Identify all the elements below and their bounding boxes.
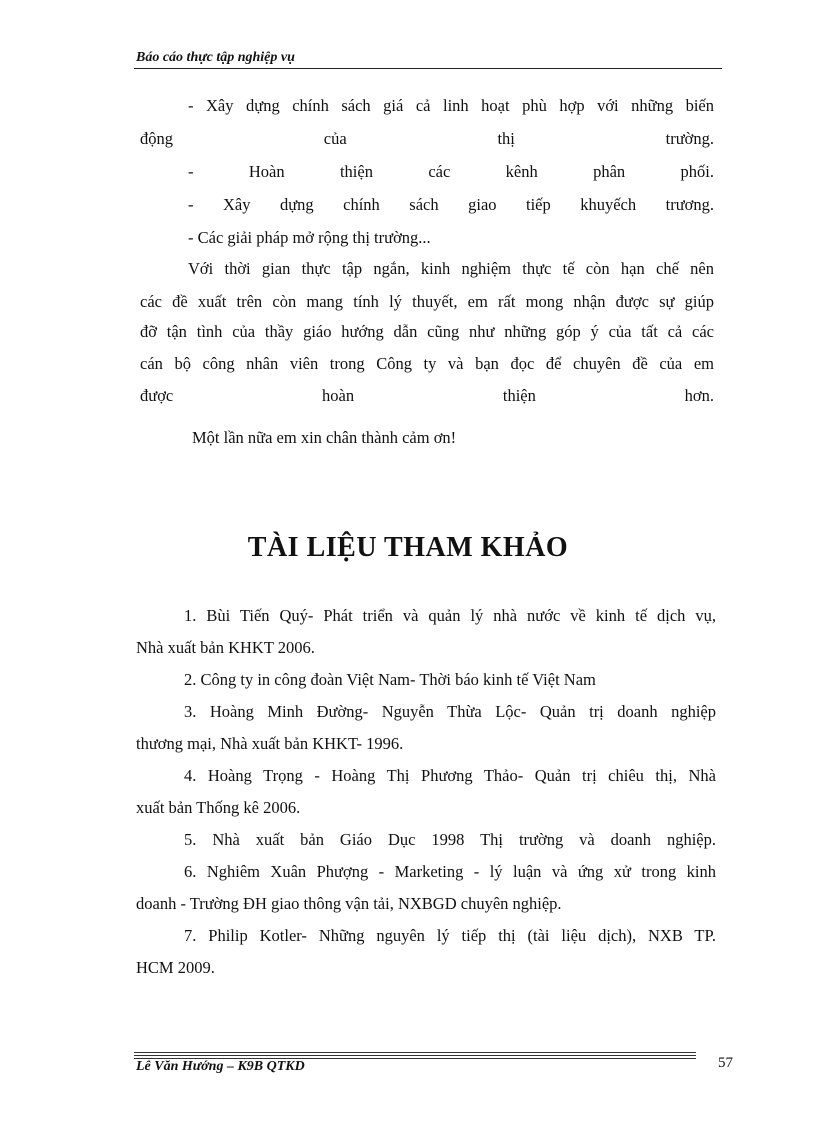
reference-item xyxy=(136,600,716,664)
reference-item xyxy=(136,856,716,920)
body-line: cán bộ công nhân viên trong Công ty và bạn đọc để chuyên đề của em xyxy=(140,354,714,373)
body-line: Với thời gian thực tập ngắn, kinh nghiệm thực tế còn hạn chế nên xyxy=(188,259,714,278)
reference-item xyxy=(136,920,716,984)
reference-line: doanh - Trường ĐH giao thông vận tải, NXBGD chuyên nghiệp. xyxy=(136,894,562,913)
body-line: - Hoàn thiện các kênh phân phối. xyxy=(188,162,714,181)
reference-line: 1. Bùi Tiến Quý- Phát triển và quản lý nhà nước về kinh tế dịch vụ, xyxy=(184,606,716,625)
reference-line: 5. Nhà xuất bản Giáo Dục 1998 Thị trường và doanh nghiệp. xyxy=(184,830,716,849)
body-line: được hoàn thiện hơn. xyxy=(140,386,714,405)
reference-line: 6. Nghiêm Xuân Phượng - Marketing - lý luận và ứng xử trong kinh xyxy=(184,862,716,881)
reference-line: 4. Hoàng Trọng - Hoàng Thị Phương Thảo- Quản trị chiêu thị, Nhà xyxy=(184,766,716,785)
header-rule xyxy=(134,68,722,69)
reference-item xyxy=(136,824,716,856)
reference-line: thương mại, Nhà xuất bản KHKT- 1996. xyxy=(136,734,404,753)
reference-item xyxy=(136,664,716,696)
reference-item xyxy=(136,696,716,760)
reference-line: xuất bản Thống kê 2006. xyxy=(136,798,301,817)
body-line: các đề xuất trên còn mang tính lý thuyết, em rất mong nhận được sự giúp xyxy=(140,292,714,311)
reference-line: 2. Công ty in công đoàn Việt Nam- Thời báo kinh tế Việt Nam xyxy=(184,670,596,689)
page-number: 57 xyxy=(718,1055,733,1071)
references-heading: TÀI LIỆU THAM KHẢO xyxy=(247,532,569,563)
reference-line: HCM 2009. xyxy=(136,958,215,977)
body-line: động của thị trường. xyxy=(140,129,714,148)
reference-item xyxy=(136,760,716,824)
reference-line: 7. Philip Kotler- Những nguyên lý tiếp thị (tài liệu dịch), NXB TP. xyxy=(184,926,716,945)
header-title: Báo cáo thực tập nghiệp vụ xyxy=(136,50,295,65)
body-line: - Các giải pháp mở rộng thị trường... xyxy=(188,228,431,247)
closing-line: Một lần nữa em xin chân thành cảm ơn! xyxy=(192,428,457,447)
reference-line: 3. Hoàng Minh Đường- Nguyễn Thừa Lộc- Quản trị doanh nghiệp xyxy=(184,702,716,721)
references-list xyxy=(136,600,716,984)
reference-line: Nhà xuất bản KHKT 2006. xyxy=(136,638,315,657)
body-line: - Xây dựng chính sách giá cả linh hoạt phù hợp với những biến xyxy=(188,96,714,115)
body-line: - Xây dựng chính sách giao tiếp khuyếch trương. xyxy=(188,195,714,214)
body-line: đỡ tận tình của thầy giáo hướng dẫn cũng như những góp ý của tất cả các xyxy=(140,322,714,341)
footer-author: Lê Văn Hướng – K9B QTKD xyxy=(136,1059,305,1074)
